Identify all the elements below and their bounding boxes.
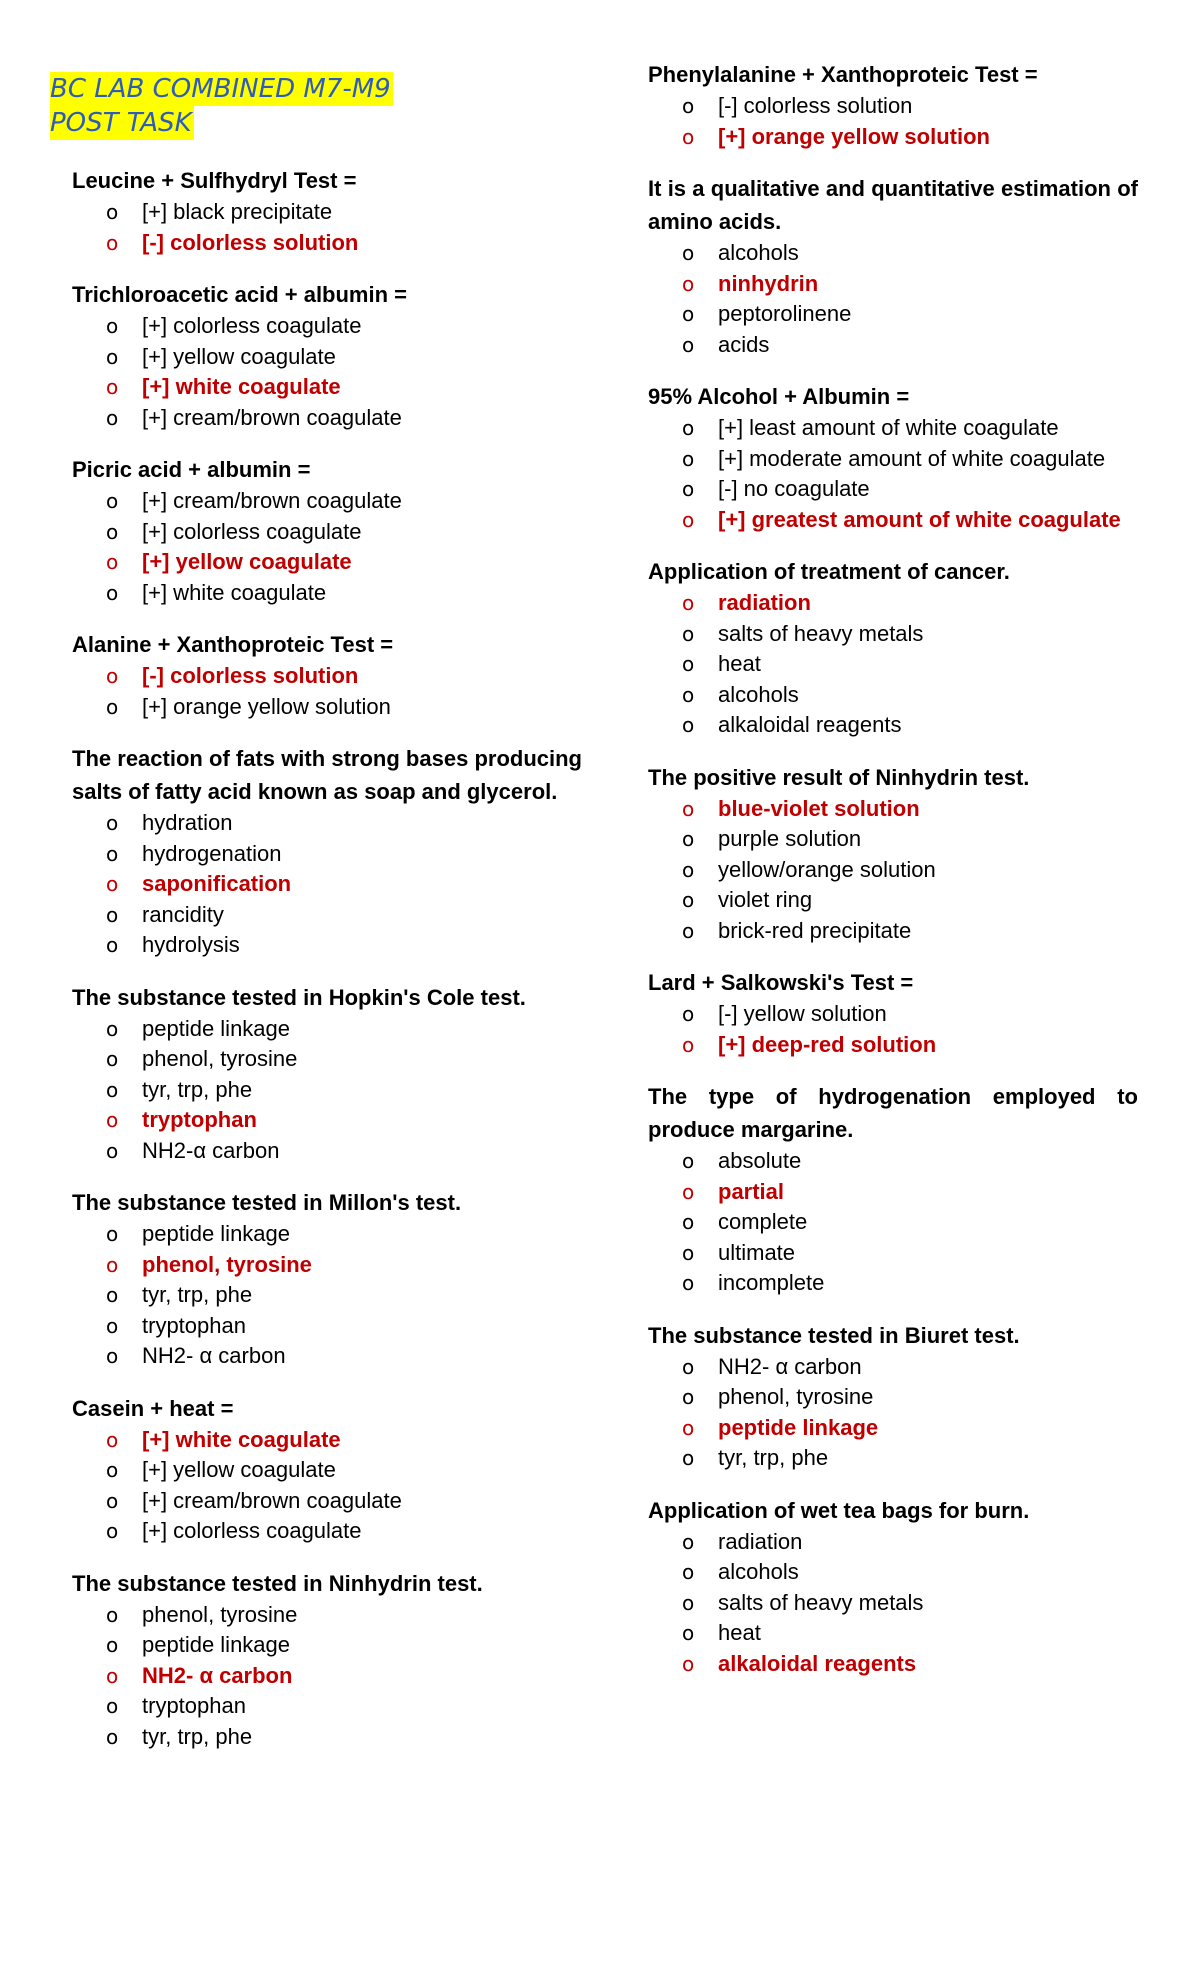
option-list [72, 486, 582, 608]
option-item: o purple solution [682, 824, 1138, 855]
question-block [72, 1392, 582, 1547]
option-item: o [+] cream/brown coagulate [106, 1486, 582, 1517]
option-item: o incomplete [682, 1268, 1138, 1299]
option-item: o salts of heavy metals [682, 1588, 1138, 1619]
answer-option: o [-] colorless solution [106, 661, 582, 692]
answer-option: o NH2- α carbon [106, 1661, 582, 1692]
answer-option: o partial [682, 1177, 1138, 1208]
option-item: o [+] moderate amount of white coagulate [682, 444, 1138, 475]
answer-option: o [+] deep-red solution [682, 1030, 1138, 1061]
right-question-list [648, 58, 1138, 1679]
option-item: o alkaloidal reagents [682, 710, 1138, 741]
question-block [648, 1319, 1138, 1474]
option-list [648, 1146, 1138, 1299]
question-text: Casein + heat = [72, 1395, 234, 1421]
option-item: o ultimate [682, 1238, 1138, 1269]
answer-option: o radiation [682, 588, 1138, 619]
option-list [72, 1219, 582, 1372]
question-block [648, 555, 1138, 741]
option-item: o tyr, trp, phe [106, 1280, 582, 1311]
question-block [648, 1494, 1138, 1680]
option-item: o hydration [106, 808, 582, 839]
document-title [50, 72, 582, 140]
question-text: The substance tested in Millon's test. [72, 1190, 462, 1215]
option-item: o peptide linkage [106, 1630, 582, 1661]
option-item: o yellow/orange solution [682, 855, 1138, 886]
option-item: o [+] yellow coagulate [106, 1455, 582, 1486]
question-text: The substance tested in Biuret test. [648, 1322, 1020, 1348]
option-item: o [+] colorless coagulate [106, 517, 582, 548]
question-text: 95% Alcohol + Albumin = [648, 384, 910, 409]
answer-option: o [+] greatest amount of white coagulate [682, 505, 1138, 536]
option-item: o alcohols [682, 1557, 1138, 1588]
question-block [648, 761, 1138, 947]
option-item: o [-] yellow solution [682, 999, 1138, 1030]
option-item: o tyr, trp, phe [106, 1722, 582, 1753]
question-block [72, 1186, 582, 1372]
option-item: o violet ring [682, 885, 1138, 916]
option-item: o salts of heavy metals [682, 619, 1138, 650]
question-block [72, 453, 582, 608]
option-list [72, 1425, 582, 1547]
title-line-2: POST TASK [50, 108, 192, 138]
question-block [648, 58, 1138, 152]
option-item: o tryptophan [106, 1691, 582, 1722]
option-item: o [+] yellow coagulate [106, 342, 582, 373]
option-item: o [+] cream/brown coagulate [106, 403, 582, 434]
option-item: o brick-red precipitate [682, 916, 1138, 947]
option-item: o phenol, tyrosine [682, 1382, 1138, 1413]
answer-option: o [+] white coagulate [106, 372, 582, 403]
question-block [72, 742, 582, 961]
title-line-1: BC LAB COMBINED M7-M9 [50, 74, 391, 104]
option-item: o [+] white coagulate [106, 578, 582, 609]
option-list [72, 197, 582, 258]
question-text: Phenylalanine + Xanthoproteic Test = [648, 62, 1038, 87]
option-list [648, 91, 1138, 152]
question-text: The substance tested in Ninhydrin test. [72, 1570, 483, 1596]
option-item: o [+] least amount of white coagulate [682, 413, 1138, 444]
option-list [72, 661, 582, 722]
question-text: Alanine + Xanthoproteic Test = [72, 632, 394, 657]
answer-option: o peptide linkage [682, 1413, 1138, 1444]
option-list [648, 1352, 1138, 1474]
question-text: Application of wet tea bags for burn. [648, 1497, 1030, 1523]
answer-option: o [+] orange yellow solution [682, 122, 1138, 153]
question-block [72, 628, 582, 722]
option-item: o peptide linkage [106, 1014, 582, 1045]
option-list [648, 588, 1138, 741]
question-block [648, 172, 1138, 360]
option-item: o peptorolinene [682, 299, 1138, 330]
question-block [72, 1567, 582, 1753]
left-question-list [72, 164, 582, 1752]
option-item: o alcohols [682, 238, 1138, 269]
option-item: o hydrolysis [106, 930, 582, 961]
option-list [72, 311, 582, 433]
option-item: o NH2- α carbon [682, 1352, 1138, 1383]
question-text: The type of hydrogenation employed to produce margarine. [648, 1084, 1138, 1142]
option-list [72, 1014, 582, 1167]
answer-option: o tryptophan [106, 1105, 582, 1136]
option-item: o NH2- α carbon [106, 1341, 582, 1372]
option-item: o tyr, trp, phe [106, 1075, 582, 1106]
option-item: o absolute [682, 1146, 1138, 1177]
question-block [72, 164, 582, 258]
option-item: o tyr, trp, phe [682, 1443, 1138, 1474]
option-list [648, 413, 1138, 535]
answer-option: o blue-violet solution [682, 794, 1138, 825]
question-block [72, 278, 582, 433]
option-item: o [+] orange yellow solution [106, 692, 582, 723]
question-text: The substance tested in Hopkin's Cole test. [72, 984, 526, 1010]
option-list [72, 808, 582, 961]
question-text: Picric acid + albumin = [72, 457, 311, 482]
right-column [648, 0, 1138, 1699]
option-item: o tryptophan [106, 1311, 582, 1342]
option-item: o [+] black precipitate [106, 197, 582, 228]
option-list [648, 794, 1138, 947]
question-text: Lard + Salkowski's Test = [648, 970, 914, 995]
answer-option: o alkaloidal reagents [682, 1649, 1138, 1680]
option-item: o [-] no coagulate [682, 474, 1138, 505]
question-text: Leucine + Sulfhydryl Test = [72, 168, 357, 193]
option-list [648, 1527, 1138, 1680]
answer-option: o [-] colorless solution [106, 228, 582, 259]
question-block [648, 1080, 1138, 1299]
option-item: o [+] colorless coagulate [106, 311, 582, 342]
question-block [648, 380, 1138, 535]
option-item: o NH2-α carbon [106, 1136, 582, 1167]
option-list [648, 238, 1138, 360]
option-item: o [+] colorless coagulate [106, 1516, 582, 1547]
question-text: The reaction of fats with strong bases producing salts of fatty acid known as soap and glycerol. [72, 746, 582, 804]
option-item: o radiation [682, 1527, 1138, 1558]
option-item: o heat [682, 649, 1138, 680]
option-item: o phenol, tyrosine [106, 1600, 582, 1631]
option-item: o acids [682, 330, 1138, 361]
question-text: Application of treatment of cancer. [648, 559, 1010, 584]
option-item: o hydrogenation [106, 839, 582, 870]
option-item: o peptide linkage [106, 1219, 582, 1250]
option-item: o alcohols [682, 680, 1138, 711]
option-item: o heat [682, 1618, 1138, 1649]
question-text: It is a qualitative and quantitative estimation of amino acids. [648, 176, 1138, 234]
answer-option: o saponification [106, 869, 582, 900]
question-text: The positive result of Ninhydrin test. [648, 764, 1030, 790]
option-item: o phenol, tyrosine [106, 1044, 582, 1075]
option-item: o complete [682, 1207, 1138, 1238]
option-item: o [+] cream/brown coagulate [106, 486, 582, 517]
option-list [72, 1600, 582, 1753]
option-list [648, 999, 1138, 1060]
answer-option: o phenol, tyrosine [106, 1250, 582, 1281]
answer-option: o [+] yellow coagulate [106, 547, 582, 578]
left-column [50, 0, 582, 1772]
question-text: Trichloroacetic acid + albumin = [72, 282, 408, 307]
question-block [648, 966, 1138, 1060]
answer-option: o [+] white coagulate [106, 1425, 582, 1456]
option-item: o [-] colorless solution [682, 91, 1138, 122]
answer-option: o ninhydrin [682, 269, 1138, 300]
question-block [72, 981, 582, 1167]
option-item: o rancidity [106, 900, 582, 931]
